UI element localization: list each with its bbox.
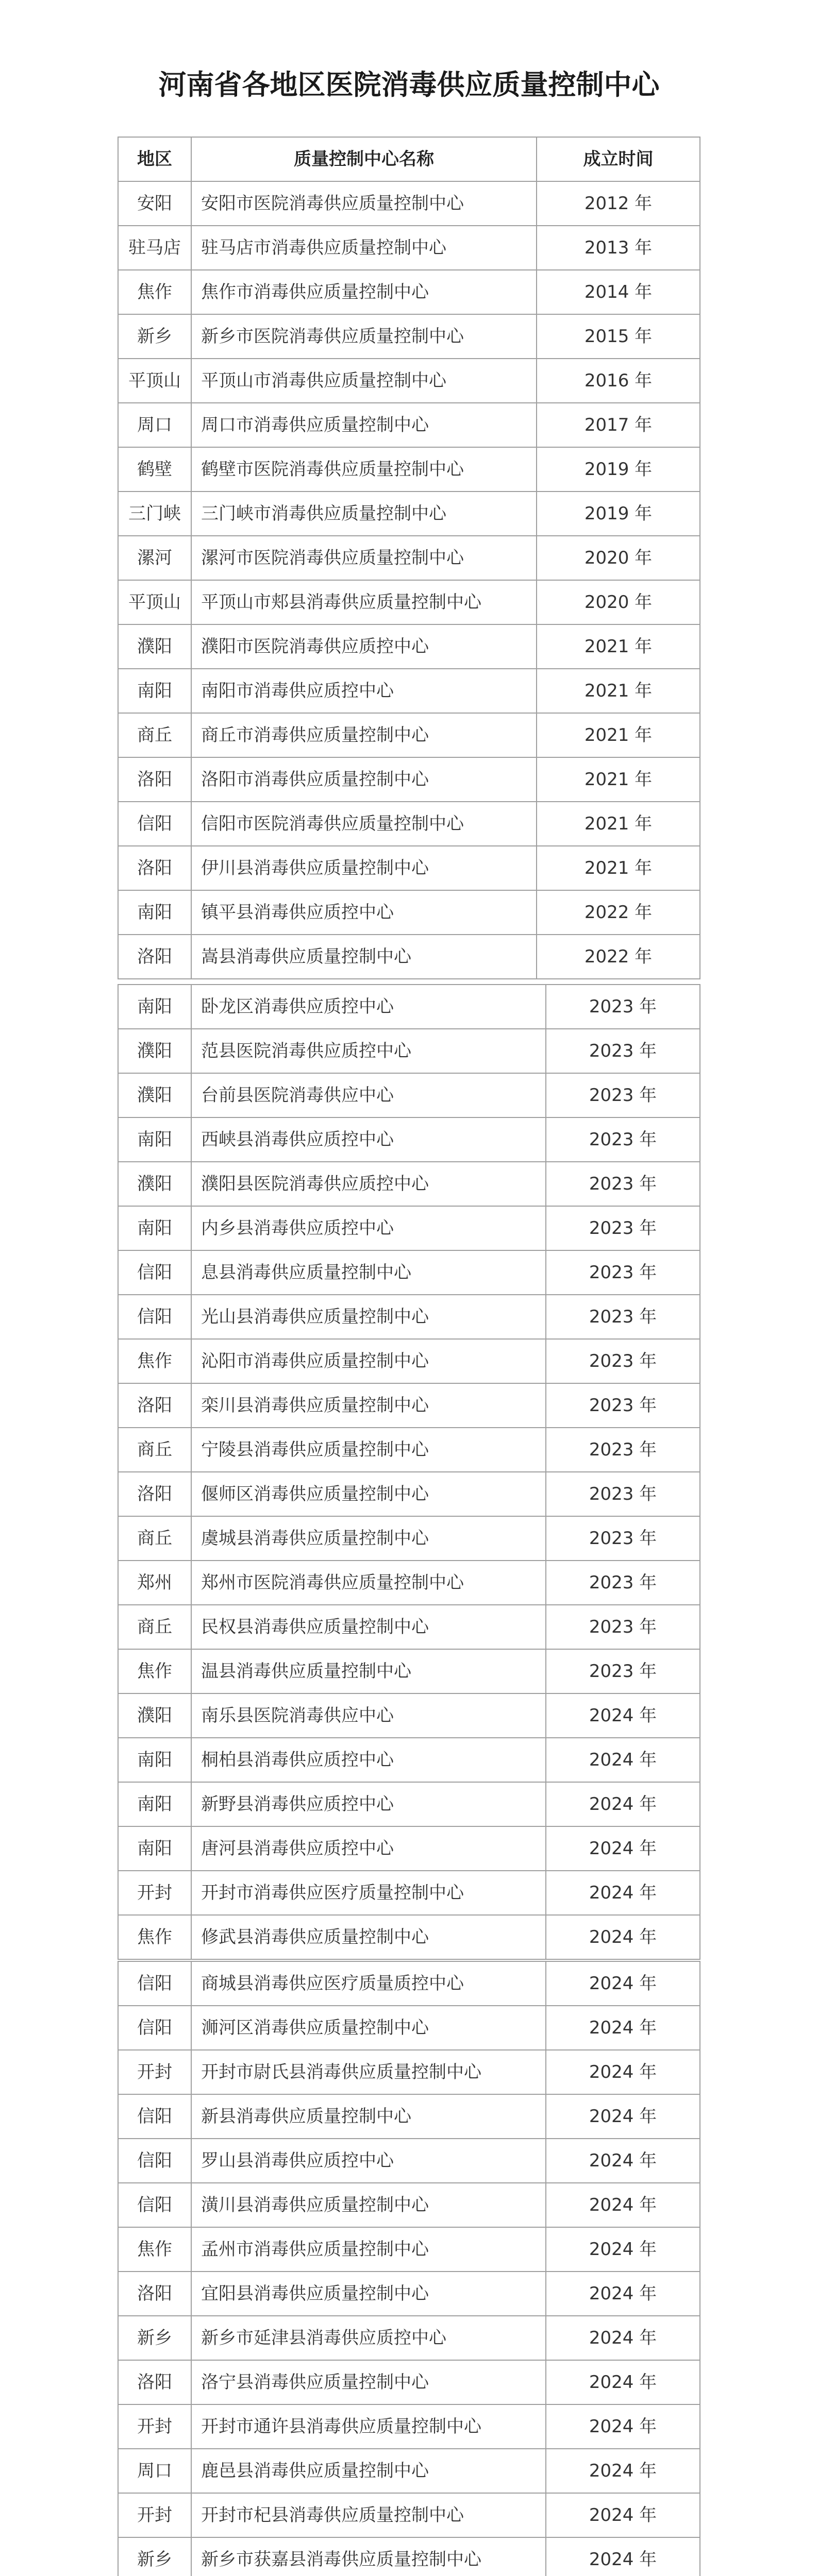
cell-region: 洛阳 (118, 1383, 191, 1428)
table-row (118, 1250, 700, 1295)
cell-center-name: 息县消毒供应质量控制中心 (191, 1250, 546, 1295)
cell-year: 2021 年 (537, 624, 700, 669)
cell-center-name: 商城县消毒供应医疗质量质控中心 (191, 1961, 546, 2006)
cell-year: 2023 年 (546, 1206, 700, 1250)
cell-year: 2024 年 (546, 1915, 700, 1959)
cell-center-name: 新乡市医院消毒供应质量控制中心 (191, 314, 537, 359)
cell-year: 2021 年 (537, 713, 700, 757)
table-row (118, 2360, 700, 2404)
cell-year: 2019 年 (537, 492, 700, 536)
cell-region: 平顶山 (118, 359, 191, 403)
cell-region: 新乡 (118, 2316, 191, 2360)
cell-region: 南阳 (118, 669, 191, 713)
cell-region: 信阳 (118, 2139, 191, 2183)
cell-center-name: 光山县消毒供应质量控制中心 (191, 1295, 546, 1339)
cell-center-name: 濮阳县医院消毒供应质控中心 (191, 1162, 546, 1206)
cell-year: 2024 年 (546, 2094, 700, 2139)
table-row (118, 2449, 700, 2493)
cell-region: 南阳 (118, 1782, 191, 1826)
cell-center-name: 镇平县消毒供应质控中心 (191, 890, 537, 935)
cell-region: 信阳 (118, 1250, 191, 1295)
cell-year: 2024 年 (546, 2183, 700, 2227)
table-row (118, 1871, 700, 1915)
cell-year: 2024 年 (546, 2139, 700, 2183)
cell-center-name: 新乡市延津县消毒供应质控中心 (191, 2316, 546, 2360)
table-row (118, 447, 700, 492)
cell-year: 2023 年 (546, 1383, 700, 1428)
cell-center-name: 内乡县消毒供应质控中心 (191, 1206, 546, 1250)
cell-year: 2024 年 (546, 2404, 700, 2449)
cell-year: 2024 年 (546, 2227, 700, 2272)
cell-center-name: 宁陵县消毒供应质量控制中心 (191, 1428, 546, 1472)
cell-center-name: 南阳市消毒供应质控中心 (191, 669, 537, 713)
table-row (118, 1162, 700, 1206)
cell-region: 洛阳 (118, 2360, 191, 2404)
cell-region: 开封 (118, 1871, 191, 1915)
cell-center-name: 郑州市医院消毒供应质量控制中心 (191, 1561, 546, 1605)
cell-region: 信阳 (118, 2094, 191, 2139)
cell-region: 信阳 (118, 802, 191, 846)
cell-year: 2021 年 (537, 802, 700, 846)
table-row (118, 757, 700, 802)
table-row (118, 846, 700, 890)
cell-center-name: 孟州市消毒供应质量控制中心 (191, 2227, 546, 2272)
table-block-1 (118, 137, 700, 979)
cell-year: 2020 年 (537, 580, 700, 624)
header-name: 质量控制中心名称 (191, 137, 537, 181)
header-year: 成立时间 (537, 137, 700, 181)
cell-region: 濮阳 (118, 624, 191, 669)
cell-center-name: 台前县医院消毒供应中心 (191, 1073, 546, 1117)
table-row (118, 1073, 700, 1117)
cell-center-name: 伊川县消毒供应质量控制中心 (191, 846, 537, 890)
table-row (118, 226, 700, 270)
cell-region: 焦作 (118, 270, 191, 314)
cell-year: 2023 年 (546, 1649, 700, 1693)
cell-year: 2023 年 (546, 985, 700, 1029)
cell-year: 2021 年 (537, 757, 700, 802)
cell-region: 焦作 (118, 1649, 191, 1693)
cell-year: 2024 年 (546, 2493, 700, 2537)
cell-center-name: 开封市通许县消毒供应质量控制中心 (191, 2404, 546, 2449)
cell-center-name: 修武县消毒供应质量控制中心 (191, 1915, 546, 1959)
cell-year: 2023 年 (546, 1516, 700, 1561)
cell-region: 濮阳 (118, 1693, 191, 1738)
cell-region: 信阳 (118, 2006, 191, 2050)
cell-region: 南阳 (118, 1206, 191, 1250)
table-row (118, 580, 700, 624)
cell-center-name: 浉河区消毒供应质量控制中心 (191, 2006, 546, 2050)
table-row (118, 1295, 700, 1339)
table-row (118, 1693, 700, 1738)
table-row (118, 1961, 700, 2006)
cell-year: 2024 年 (546, 2360, 700, 2404)
cell-center-name: 三门峡市消毒供应质量控制中心 (191, 492, 537, 536)
table-row (118, 403, 700, 447)
table-row (118, 1428, 700, 1472)
cell-region: 洛阳 (118, 1472, 191, 1516)
cell-region: 鹤壁 (118, 447, 191, 492)
cell-year: 2014 年 (537, 270, 700, 314)
table-row (118, 1383, 700, 1428)
cell-center-name: 洛宁县消毒供应质量控制中心 (191, 2360, 546, 2404)
cell-year: 2022 年 (537, 935, 700, 979)
cell-region: 商丘 (118, 1516, 191, 1561)
cell-center-name: 信阳市医院消毒供应质量控制中心 (191, 802, 537, 846)
table-row (118, 1649, 700, 1693)
table-row (118, 1117, 700, 1162)
cell-year: 2021 年 (537, 669, 700, 713)
cell-year: 2024 年 (546, 1738, 700, 1782)
cell-year: 2023 年 (546, 1250, 700, 1295)
table-row (118, 2227, 700, 2272)
cell-center-name: 范县医院消毒供应质控中心 (191, 1029, 546, 1073)
cell-region: 安阳 (118, 181, 191, 226)
cell-center-name: 南乐县医院消毒供应中心 (191, 1693, 546, 1738)
table-row (118, 314, 700, 359)
cell-center-name: 鹤壁市医院消毒供应质量控制中心 (191, 447, 537, 492)
cell-region: 焦作 (118, 2227, 191, 2272)
cell-year: 2023 年 (546, 1339, 700, 1383)
cell-region: 三门峡 (118, 492, 191, 536)
table-row (118, 624, 700, 669)
cell-center-name: 沁阳市消毒供应质量控制中心 (191, 1339, 546, 1383)
cell-year: 2023 年 (546, 1117, 700, 1162)
cell-year: 2017 年 (537, 403, 700, 447)
table-row (118, 1206, 700, 1250)
cell-region: 商丘 (118, 713, 191, 757)
cell-region: 周口 (118, 2449, 191, 2493)
cell-center-name: 新县消毒供应质量控制中心 (191, 2094, 546, 2139)
cell-year: 2023 年 (546, 1073, 700, 1117)
cell-center-name: 新野县消毒供应质控中心 (191, 1782, 546, 1826)
cell-center-name: 开封市杞县消毒供应质量控制中心 (191, 2493, 546, 2537)
cell-region: 洛阳 (118, 757, 191, 802)
table-row (118, 890, 700, 935)
cell-center-name: 民权县消毒供应质量控制中心 (191, 1605, 546, 1649)
cell-center-name: 漯河市医院消毒供应质量控制中心 (191, 536, 537, 580)
cell-year: 2024 年 (546, 2050, 700, 2094)
table-row (118, 270, 700, 314)
table-row (118, 359, 700, 403)
cell-region: 濮阳 (118, 1162, 191, 1206)
cell-year: 2024 年 (546, 1826, 700, 1871)
table-row (118, 2404, 700, 2449)
cell-region: 南阳 (118, 890, 191, 935)
cell-center-name: 开封市消毒供应医疗质量控制中心 (191, 1871, 546, 1915)
cell-region: 新乡 (118, 2537, 191, 2576)
table-row (118, 2183, 700, 2227)
cell-center-name: 开封市尉氏县消毒供应质量控制中心 (191, 2050, 546, 2094)
cell-region: 焦作 (118, 1339, 191, 1383)
cell-year: 2021 年 (537, 846, 700, 890)
cell-center-name: 新乡市获嘉县消毒供应质量控制中心 (191, 2537, 546, 2576)
table-row (118, 1605, 700, 1649)
table-block-2 (118, 984, 700, 1960)
cell-center-name: 潢川县消毒供应质量控制中心 (191, 2183, 546, 2227)
cell-region: 焦作 (118, 1915, 191, 1959)
cell-center-name: 焦作市消毒供应质量控制中心 (191, 270, 537, 314)
cell-year: 2024 年 (546, 1961, 700, 2006)
cell-center-name: 鹿邑县消毒供应质量控制中心 (191, 2449, 546, 2493)
table-row (118, 1472, 700, 1516)
cell-region: 开封 (118, 2404, 191, 2449)
cell-center-name: 嵩县消毒供应质量控制中心 (191, 935, 537, 979)
cell-center-name: 唐河县消毒供应质控中心 (191, 1826, 546, 1871)
cell-center-name: 平顶山市消毒供应质量控制中心 (191, 359, 537, 403)
table-row (118, 2139, 700, 2183)
cell-region: 驻马店 (118, 226, 191, 270)
cell-center-name: 罗山县消毒供应质控中心 (191, 2139, 546, 2183)
cell-region: 南阳 (118, 1826, 191, 1871)
cell-year: 2012 年 (537, 181, 700, 226)
table-row (118, 2316, 700, 2360)
cell-center-name: 安阳市医院消毒供应质量控制中心 (191, 181, 537, 226)
table-row (118, 985, 700, 1029)
cell-region: 濮阳 (118, 1029, 191, 1073)
cell-region: 平顶山 (118, 580, 191, 624)
table-row (118, 2094, 700, 2139)
table-row (118, 1561, 700, 1605)
table-row (118, 713, 700, 757)
cell-year: 2023 年 (546, 1295, 700, 1339)
cell-region: 信阳 (118, 2183, 191, 2227)
cell-year: 2016 年 (537, 359, 700, 403)
table-row (118, 2493, 700, 2537)
cell-region: 南阳 (118, 1117, 191, 1162)
cell-center-name: 周口市消毒供应质量控制中心 (191, 403, 537, 447)
cell-center-name: 宜阳县消毒供应质量控制中心 (191, 2272, 546, 2316)
cell-year: 2024 年 (546, 1782, 700, 1826)
cell-year: 2024 年 (546, 2006, 700, 2050)
cell-year: 2024 年 (546, 2316, 700, 2360)
table-header-row (118, 137, 700, 181)
cell-year: 2020 年 (537, 536, 700, 580)
page-title: 河南省各地区医院消毒供应质量控制中心 (158, 69, 660, 101)
cell-year: 2024 年 (546, 2272, 700, 2316)
cell-year: 2023 年 (546, 1428, 700, 1472)
table-row (118, 1339, 700, 1383)
table-row (118, 2050, 700, 2094)
cell-region: 洛阳 (118, 846, 191, 890)
cell-region: 漯河 (118, 536, 191, 580)
cell-region: 洛阳 (118, 2272, 191, 2316)
table-row (118, 2537, 700, 2576)
cell-year: 2023 年 (546, 1472, 700, 1516)
cell-region: 新乡 (118, 314, 191, 359)
table-row (118, 1029, 700, 1073)
cell-center-name: 洛阳市消毒供应质量控制中心 (191, 757, 537, 802)
table-row (118, 181, 700, 226)
cell-region: 南阳 (118, 1738, 191, 1782)
table-row (118, 2272, 700, 2316)
cell-year: 2024 年 (546, 1693, 700, 1738)
table-row (118, 1738, 700, 1782)
cell-year: 2019 年 (537, 447, 700, 492)
cell-region: 开封 (118, 2050, 191, 2094)
table-row (118, 536, 700, 580)
table-row (118, 1826, 700, 1871)
cell-region: 洛阳 (118, 935, 191, 979)
cell-center-name: 卧龙区消毒供应质控中心 (191, 985, 546, 1029)
cell-center-name: 温县消毒供应质量控制中心 (191, 1649, 546, 1693)
cell-center-name: 驻马店市消毒供应质量控制中心 (191, 226, 537, 270)
cell-year: 2013 年 (537, 226, 700, 270)
table-row (118, 935, 700, 979)
cell-center-name: 偃师区消毒供应质量控制中心 (191, 1472, 546, 1516)
cell-year: 2024 年 (546, 2537, 700, 2576)
cell-center-name: 平顶山市郏县消毒供应质量控制中心 (191, 580, 537, 624)
table-row (118, 1915, 700, 1959)
cell-region: 信阳 (118, 1295, 191, 1339)
cell-region: 郑州 (118, 1561, 191, 1605)
table-row (118, 1782, 700, 1826)
cell-region: 南阳 (118, 985, 191, 1029)
cell-region: 周口 (118, 403, 191, 447)
cell-center-name: 西峡县消毒供应质控中心 (191, 1117, 546, 1162)
cell-year: 2023 年 (546, 1561, 700, 1605)
cell-year: 2015 年 (537, 314, 700, 359)
cell-center-name: 栾川县消毒供应质量控制中心 (191, 1383, 546, 1428)
cell-region: 商丘 (118, 1605, 191, 1649)
cell-center-name: 桐柏县消毒供应质控中心 (191, 1738, 546, 1782)
cell-region: 商丘 (118, 1428, 191, 1472)
table-row (118, 669, 700, 713)
table-row (118, 492, 700, 536)
cell-year: 2024 年 (546, 1871, 700, 1915)
cell-center-name: 商丘市消毒供应质量控制中心 (191, 713, 537, 757)
cell-region: 开封 (118, 2493, 191, 2537)
cell-year: 2023 年 (546, 1605, 700, 1649)
header-region: 地区 (118, 137, 191, 181)
table-row (118, 802, 700, 846)
table-block-3 (118, 1961, 700, 2576)
table-row (118, 1516, 700, 1561)
cell-year: 2023 年 (546, 1162, 700, 1206)
cell-center-name: 虞城县消毒供应质量控制中心 (191, 1516, 546, 1561)
cell-year: 2024 年 (546, 2449, 700, 2493)
cell-center-name: 濮阳市医院消毒供应质控中心 (191, 624, 537, 669)
cell-year: 2023 年 (546, 1029, 700, 1073)
table-row (118, 2006, 700, 2050)
cell-region: 信阳 (118, 1961, 191, 2006)
cell-year: 2022 年 (537, 890, 700, 935)
cell-region: 濮阳 (118, 1073, 191, 1117)
